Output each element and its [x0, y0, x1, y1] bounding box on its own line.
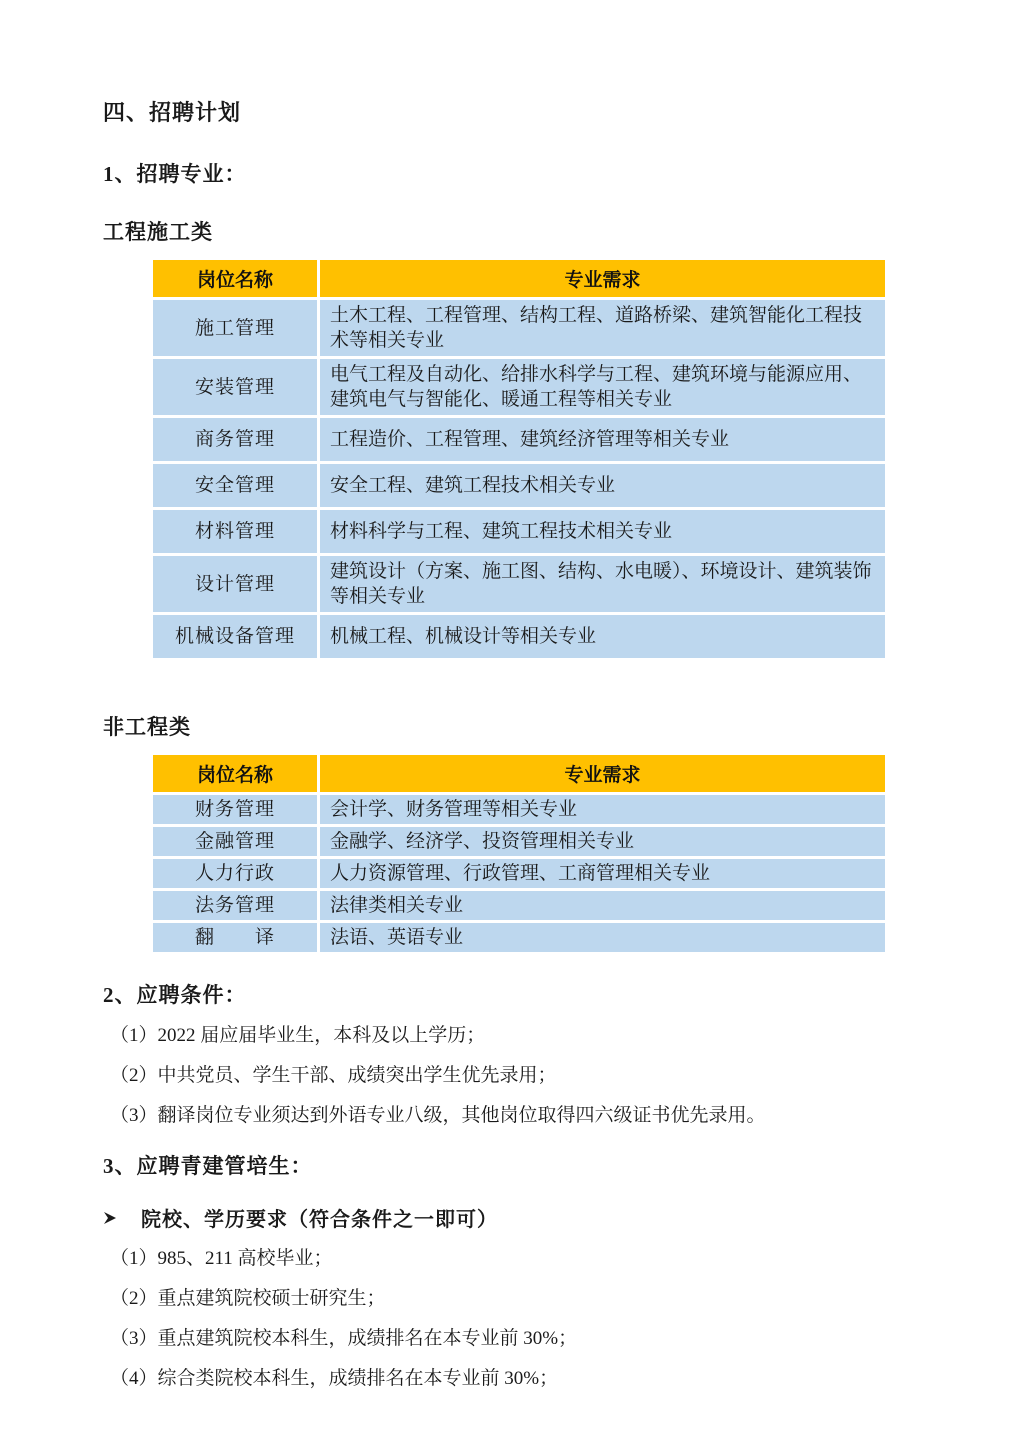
table-row	[152, 358, 887, 417]
list-item: （3）重点建筑院校本科生，成绩排名在本专业前 30%；	[110, 1328, 578, 1349]
major-requirement-cell: 工程造价、工程管理、建筑经济管理等相关专业	[319, 417, 887, 463]
list-item: （2）中共党员、学生干部、成绩突出学生优先录用；	[110, 1065, 557, 1086]
section-title: 四、招聘计划	[103, 100, 242, 125]
position-name-cell: 材料管理	[152, 509, 319, 555]
position-name-cell: 安装管理	[152, 358, 319, 417]
list-item: （4）综合类院校本科生，成绩排名在本专业前 30%；	[110, 1368, 559, 1389]
table-row	[152, 417, 887, 463]
major-requirement-cell: 材料科学与工程、建筑工程技术相关专业	[319, 509, 887, 555]
position-name-header: 岗位名称	[152, 754, 319, 794]
application-conditions-list	[110, 1022, 934, 1129]
list-item: （1）985、211 高校毕业；	[110, 1248, 333, 1269]
arrow-bullet-icon	[103, 1211, 117, 1225]
table-row	[152, 509, 887, 555]
table-row	[152, 794, 887, 826]
table-row	[152, 299, 887, 358]
trainee-requirement-title: 院校、学历要求（符合条件之一即可）	[141, 1209, 498, 1231]
trainee-requirement-heading	[103, 1203, 1024, 1232]
table-row	[152, 555, 887, 614]
major-requirement-cell: 建筑设计（方案、施工图、结构、水电暖）、环境设计、建筑装饰等相关专业	[319, 555, 887, 614]
non-engineering-category-title: 非工程类	[103, 715, 191, 739]
major-requirement-cell: 机械工程、机械设计等相关专业	[319, 614, 887, 660]
major-requirement-cell: 金融学、经济学、投资管理相关专业	[319, 826, 887, 858]
subsection-application-conditions-title: 2、应聘条件：	[103, 983, 247, 1007]
major-requirement-header: 专业需求	[319, 754, 887, 794]
list-item: （3）翻译岗位专业须达到外语专业八级，其他岗位取得四六级证书优先录用。	[110, 1105, 766, 1126]
position-name-cell: 翻 译	[152, 922, 319, 954]
position-name-cell: 安全管理	[152, 463, 319, 509]
major-requirement-cell: 土木工程、工程管理、结构工程、道路桥梁、建筑智能化工程技术等相关专业	[319, 299, 887, 358]
engineering-positions-table	[150, 257, 888, 661]
position-name-header: 岗位名称	[152, 259, 319, 299]
table-row	[152, 858, 887, 890]
table-header-row	[152, 754, 887, 794]
table-row	[152, 463, 887, 509]
engineering-category-title: 工程施工类	[103, 220, 213, 244]
position-name-cell: 施工管理	[152, 299, 319, 358]
position-name-cell: 法务管理	[152, 890, 319, 922]
list-item: （2）重点建筑院校硕士研究生；	[110, 1288, 386, 1309]
major-requirement-header: 专业需求	[319, 259, 887, 299]
trainee-requirements-list	[110, 1245, 934, 1392]
non-engineering-positions-table	[150, 752, 888, 955]
major-requirement-cell: 法语、英语专业	[319, 922, 887, 954]
major-requirement-cell: 安全工程、建筑工程技术相关专业	[319, 463, 887, 509]
table-header-row	[152, 259, 887, 299]
subsection-management-trainee-title: 3、应聘青建管培生：	[103, 1154, 313, 1178]
table-row	[152, 614, 887, 660]
table-row	[152, 890, 887, 922]
position-name-cell: 人力行政	[152, 858, 319, 890]
position-name-cell: 设计管理	[152, 555, 319, 614]
major-requirement-cell: 法律类相关专业	[319, 890, 887, 922]
major-requirement-cell: 人力资源管理、行政管理、工商管理相关专业	[319, 858, 887, 890]
table-row	[152, 922, 887, 954]
subsection-recruit-majors-title: 1、招聘专业：	[103, 162, 247, 186]
major-requirement-cell: 电气工程及自动化、给排水科学与工程、建筑环境与能源应用、建筑电气与智能化、暖通工程等相关专业	[319, 358, 887, 417]
position-name-cell: 机械设备管理	[152, 614, 319, 660]
list-item: （1）2022 届应届毕业生，本科及以上学历；	[110, 1025, 486, 1046]
major-requirement-cell: 会计学、财务管理等相关专业	[319, 794, 887, 826]
table-row	[152, 826, 887, 858]
position-name-cell: 金融管理	[152, 826, 319, 858]
position-name-cell: 财务管理	[152, 794, 319, 826]
position-name-cell: 商务管理	[152, 417, 319, 463]
